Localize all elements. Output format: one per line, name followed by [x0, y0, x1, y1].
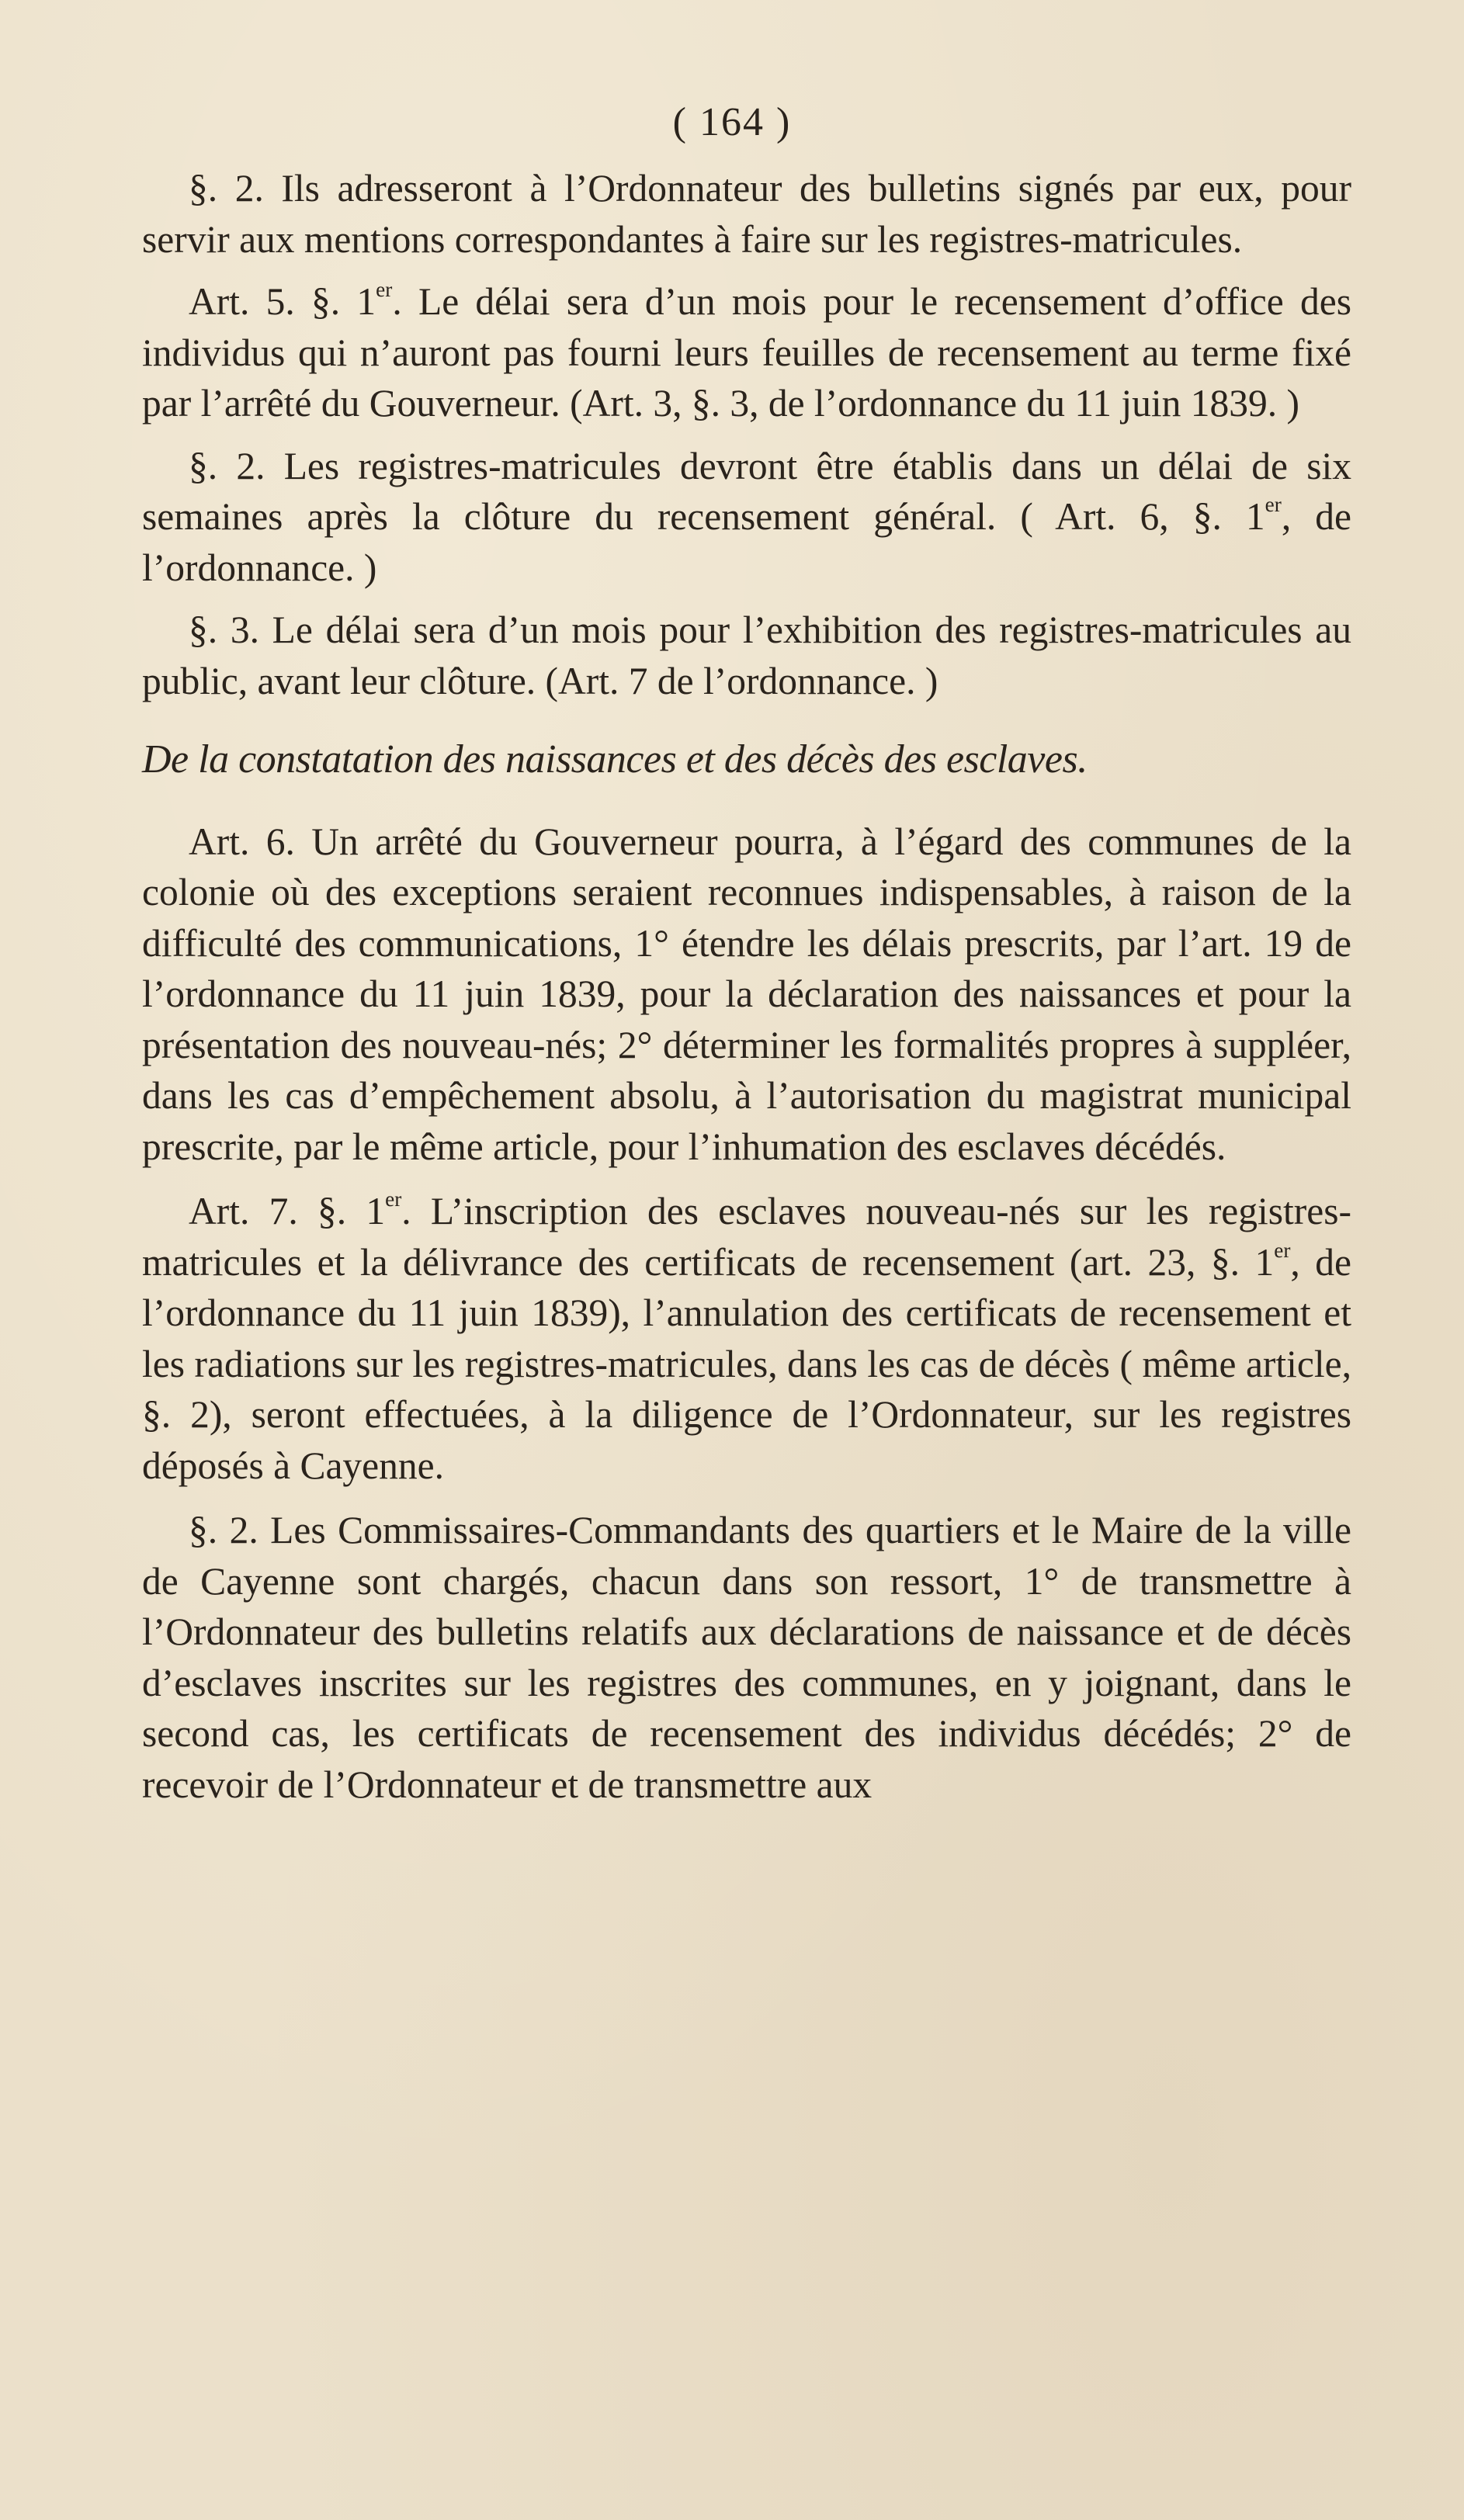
paragraph-text: Art. 7. §. 1	[189, 1190, 386, 1232]
paragraph-art7-s2	[142, 1505, 1351, 1810]
paragraph-text: §. 2. Les registres-matricules devront être établis dans un délai de six semaines après la clôture du recensement général. ( Art. 6, §. 1	[142, 444, 1351, 538]
paragraph-text: , de l’ordonnance. )	[142, 495, 1351, 589]
paragraph-art5-s2	[142, 441, 1351, 594]
paragraph-text: . Le délai sera d’un mois pour le recensement d’office des individus qui n’auront pas fourni leurs feuilles de recensement au terme fixé par l’arrêté du Gouverneur. (Art. 3, §. 3, de l’ordonnance du 11 juin 1839. )	[142, 280, 1351, 425]
superscript: er	[1274, 1238, 1291, 1262]
paragraph-art7-s1	[142, 1186, 1351, 1491]
paragraph-text: Art. 6. Un arrêté du Gouverneur pourra, à l’égard des communes de la colonie où des exceptions seraient reconnues indispensables, à raison de la difficulté des communications, 1° étendre les délais prescrits, par l’art. 19 de l’ordonnance du 11 juin 1839, pour la déclaration des naissances et pour la présentation des nouveau-nés; 2° déterminer les formalités propres à suppléer, dans les cas d’empêchement absolu, à l’autorisation du magistrat municipal prescrite, par le même article, pour l’inhumation des esclaves décédés.	[142, 820, 1351, 1168]
paragraph-text: Art. 5. §. 1	[189, 280, 376, 323]
superscript: er	[376, 277, 393, 301]
paragraph-text: , de l’ordonnance du 11 juin 1839), l’annulation des certificats de recensement et les radiations sur les registres-matricules, dans les cas de décès ( même article, §. 2), seront effectuées, à la diligence de l’Ordonnateur, sur les registres déposés à Cayenne.	[142, 1240, 1351, 1487]
paragraph-text: §. 2. Les Commissaires-Commandants des quartiers et le Maire de la ville de Cayenne sont chargés, chacun dans son ressort, 1° de transmettre à l’Ordonnateur des bulletins relatifs aux déclarations de naissance et de décès d’esclaves inscrites sur les registres des communes, en y joignant, dans le second cas, les certificats de recensement des individus décédés; 2° de recevoir de l’Ordonnateur et de transmettre aux	[142, 1509, 1351, 1806]
page-number: ( 164 )	[672, 100, 792, 144]
paragraph-art5-s1	[142, 276, 1351, 429]
paragraph-text: . L’inscription des esclaves nouveau-nés sur les registres-matricules et la délivrance des certificats de recensement (art. 23, §. 1	[142, 1190, 1351, 1284]
paragraph-text: §. 3. Le délai sera d’un mois pour l’exhibition des registres-matricules au public, avant leur clôture. (Art. 7 de l’ordonnance. )	[142, 608, 1351, 702]
paragraph-art4-s2	[142, 163, 1351, 265]
paragraph-text: §. 2. Ils adresseront à l’Ordonnateur des bulletins signés par eux, pour servir aux mentions correspondantes à faire sur les registres-matricules.	[142, 167, 1351, 261]
superscript: er	[1265, 492, 1282, 516]
section-heading: De la constatation des naissances et des décès des esclaves.	[142, 737, 1088, 782]
paragraph-art6	[142, 816, 1351, 1173]
body-text	[142, 163, 1351, 1810]
paragraph-art5-s3	[142, 605, 1351, 706]
superscript: er	[385, 1187, 402, 1211]
